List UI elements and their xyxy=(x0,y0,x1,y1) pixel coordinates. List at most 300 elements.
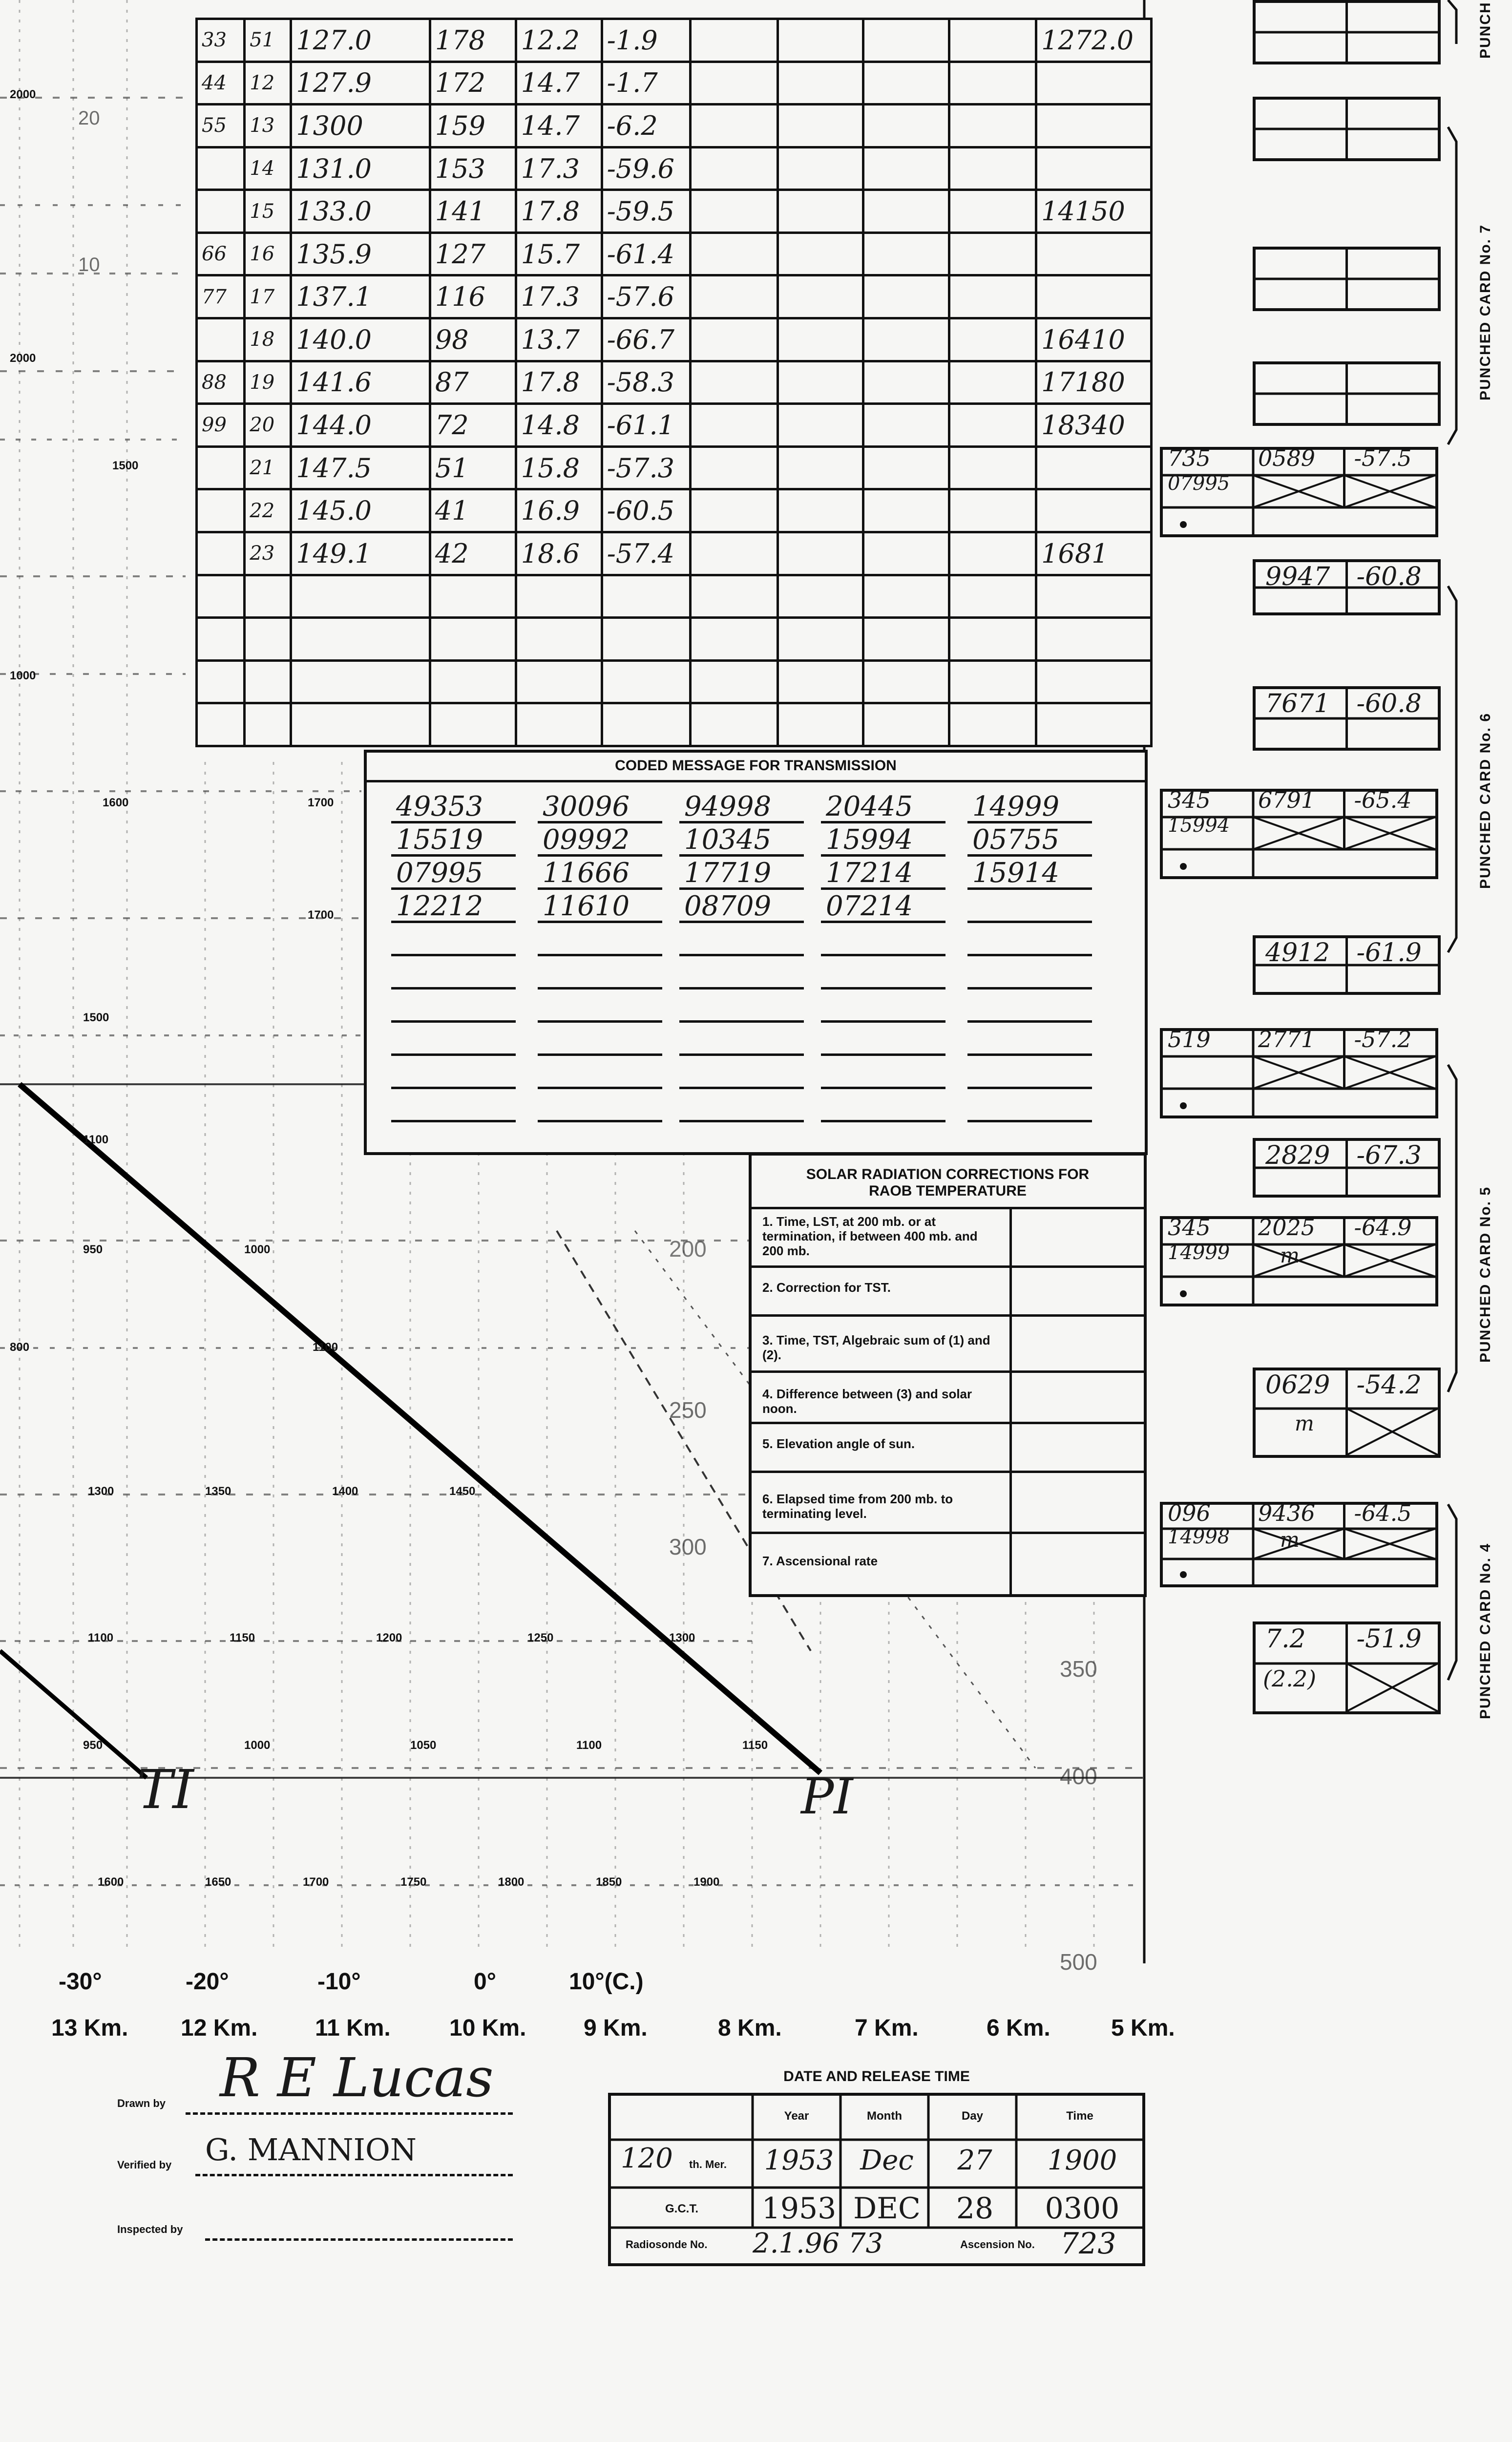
table-cell xyxy=(516,404,602,447)
table-value xyxy=(1037,453,1041,484)
table-cell xyxy=(777,275,863,318)
table-cell xyxy=(690,190,777,233)
table-cell xyxy=(430,575,516,618)
table-cell xyxy=(516,190,602,233)
table-value: 42 xyxy=(435,538,469,569)
coded-group: 14999 xyxy=(972,791,1060,822)
height-tick: 1100 xyxy=(313,1341,338,1354)
table-value: 17 xyxy=(250,285,275,308)
punched-card-value: -57.2 xyxy=(1354,1026,1412,1053)
table-value: 15.8 xyxy=(521,452,580,484)
table-cell xyxy=(245,190,291,233)
punched-card-value: 9436 xyxy=(1258,1500,1316,1526)
table-cell xyxy=(516,446,602,489)
table-cell xyxy=(1036,147,1152,190)
punched-card-value: 07995 xyxy=(1168,472,1230,495)
height-tick: 1500 xyxy=(83,1011,109,1024)
table-cell xyxy=(949,618,1036,661)
table-cell xyxy=(690,147,777,190)
altitude-scale-label: 7 Km. xyxy=(855,2015,919,2041)
solar-row xyxy=(752,1370,1144,1422)
table-cell xyxy=(1036,275,1152,318)
table-cell xyxy=(777,19,863,62)
gct-month: DEC xyxy=(853,2191,921,2226)
temperature-scale-label: -20° xyxy=(186,1969,229,1995)
punched-card xyxy=(1160,1502,1438,1587)
table-value: -59.5 xyxy=(607,196,675,227)
table-cell xyxy=(245,404,291,447)
coded-group: 15519 xyxy=(396,824,483,856)
table-value: 77 xyxy=(202,285,227,308)
punched-card-value: 0629 xyxy=(1265,1370,1330,1400)
table-cell xyxy=(291,19,430,62)
local-day: 27 xyxy=(957,2145,992,2176)
coded-message-box xyxy=(364,750,1148,1155)
coded-group: 11610 xyxy=(543,890,630,922)
punched-card-value: m xyxy=(1280,1243,1300,1267)
punched-card-value: 9947 xyxy=(1265,562,1330,591)
table-cell xyxy=(949,275,1036,318)
table-row xyxy=(197,618,1152,661)
punched-card xyxy=(1253,686,1441,751)
table-cell xyxy=(949,19,1036,62)
table-row xyxy=(197,190,1152,233)
table-value: 13 xyxy=(250,114,275,137)
table-value xyxy=(1037,239,1041,270)
table-cell xyxy=(197,532,245,575)
table-cell xyxy=(430,489,516,532)
drawn-by-signature: R E Lucas xyxy=(220,2046,494,2109)
table-value: 153 xyxy=(435,153,485,184)
punched-card-value: -64.5 xyxy=(1354,1500,1412,1526)
punched-card-value: -65.4 xyxy=(1354,787,1412,813)
solar-row xyxy=(752,1314,1144,1370)
verified-by-signature: G. MANNION xyxy=(205,2132,417,2168)
table-cell xyxy=(245,105,291,147)
table-value: 17180 xyxy=(1041,367,1125,398)
table-cell xyxy=(602,19,690,62)
left-label: 1000 xyxy=(10,669,36,682)
pressure-label: 350 xyxy=(1060,1656,1097,1682)
release-header: Time xyxy=(1066,2109,1093,2123)
table-value: 16 xyxy=(250,243,275,266)
table-cell xyxy=(245,275,291,318)
table-cell xyxy=(245,147,291,190)
table-row xyxy=(197,147,1152,190)
height-tick: 1600 xyxy=(103,796,129,809)
release-header: Day xyxy=(961,2109,984,2123)
coded-group: 15994 xyxy=(826,824,913,856)
punched-card xyxy=(1253,1368,1441,1458)
row-label: 1150 xyxy=(742,1739,768,1752)
punched-card-value: 519 xyxy=(1168,1026,1211,1053)
table-cell xyxy=(1036,62,1152,105)
table-value xyxy=(198,157,202,180)
gct-time: 0300 xyxy=(1045,2191,1120,2226)
coded-group: 17719 xyxy=(684,857,772,889)
table-cell xyxy=(863,489,949,532)
table-cell xyxy=(516,105,602,147)
coded-message-title: CODED MESSAGE FOR TRANSMISSION xyxy=(615,758,897,774)
table-value: 20 xyxy=(250,414,275,437)
table-value: 22 xyxy=(250,499,275,522)
table-value: 147.5 xyxy=(296,452,372,484)
table-value: 66 xyxy=(202,243,227,266)
table-cell xyxy=(690,660,777,703)
table-cell xyxy=(197,660,245,703)
table-cell xyxy=(949,404,1036,447)
row-label: 1300 xyxy=(669,1631,695,1644)
punched-card xyxy=(1253,97,1441,161)
table-value: 13.7 xyxy=(521,324,580,355)
table-cell xyxy=(602,361,690,404)
table-value: 1681 xyxy=(1041,538,1109,569)
table-cell xyxy=(1036,404,1152,447)
table-row xyxy=(197,446,1152,489)
table-row xyxy=(197,660,1152,703)
table-cell xyxy=(690,404,777,447)
solar-row xyxy=(752,1422,1144,1471)
table-cell xyxy=(602,190,690,233)
table-cell xyxy=(602,147,690,190)
table-cell xyxy=(430,446,516,489)
table-cell xyxy=(1036,575,1152,618)
table-value: 55 xyxy=(202,114,227,137)
table-value xyxy=(198,457,202,479)
punched-card-value: -60.8 xyxy=(1356,562,1422,591)
punched-card-value: -64.9 xyxy=(1354,1214,1412,1241)
local-year: 1953 xyxy=(764,2145,834,2176)
punched-card-value: 345 xyxy=(1168,787,1211,813)
drawn-by-label: Drawn by xyxy=(117,2097,166,2109)
table-cell xyxy=(197,275,245,318)
table-cell xyxy=(949,575,1036,618)
table-cell xyxy=(602,275,690,318)
table-cell xyxy=(197,489,245,532)
table-value xyxy=(1037,281,1041,312)
table-cell xyxy=(863,404,949,447)
table-cell xyxy=(949,489,1036,532)
table-value: 98 xyxy=(435,324,469,355)
table-value: 144.0 xyxy=(296,409,372,441)
gct-day: 28 xyxy=(956,2191,994,2226)
table-row xyxy=(197,105,1152,147)
table-cell xyxy=(602,532,690,575)
coded-group: 94998 xyxy=(684,791,772,822)
table-cell xyxy=(516,19,602,62)
table-cell xyxy=(777,105,863,147)
table-cell xyxy=(777,660,863,703)
left-label: 2000 xyxy=(10,88,36,101)
table-row xyxy=(197,404,1152,447)
table-cell xyxy=(690,703,777,746)
table-value: 23 xyxy=(250,542,275,565)
table-cell xyxy=(197,446,245,489)
table-cell xyxy=(245,575,291,618)
table-row xyxy=(197,19,1152,62)
table-value: 137.1 xyxy=(296,281,372,313)
table-value: 127.9 xyxy=(296,67,372,99)
table-value: 17.8 xyxy=(521,367,580,398)
table-value: 41 xyxy=(435,495,469,526)
verified-by-label: Verified by xyxy=(117,2159,172,2171)
table-cell xyxy=(291,703,430,746)
table-cell xyxy=(516,575,602,618)
ascension-label: Ascension No. xyxy=(960,2238,1035,2251)
punched-card-value: 0589 xyxy=(1258,445,1316,471)
row-label: 1900 xyxy=(693,1875,720,1889)
table-cell xyxy=(291,575,430,618)
gct-year: 1953 xyxy=(761,2191,837,2226)
table-cell xyxy=(690,361,777,404)
table-value: -1.7 xyxy=(607,67,658,99)
punched-card-value: 6791 xyxy=(1258,787,1316,813)
height-tick: 1100 xyxy=(83,1133,109,1146)
punched-card-value: 7.2 xyxy=(1265,1624,1306,1654)
table-cell xyxy=(291,232,430,275)
release-header: Month xyxy=(867,2109,902,2123)
table-row xyxy=(197,275,1152,318)
table-cell xyxy=(863,190,949,233)
table-cell xyxy=(1036,19,1152,62)
solar-item-label: 2. Correction for TST. xyxy=(762,1280,891,1295)
punched-card-value: -61.9 xyxy=(1356,938,1422,968)
table-row xyxy=(197,62,1152,105)
table-row xyxy=(197,532,1152,575)
table-cell xyxy=(516,361,602,404)
table-value: 18 xyxy=(250,328,275,351)
table-cell xyxy=(245,19,291,62)
table-value: 15.7 xyxy=(521,238,580,270)
table-value: 51 xyxy=(435,452,469,484)
punched-card-label: PUNCH xyxy=(1477,1,1493,59)
table-value: 141 xyxy=(435,196,485,227)
table-cell xyxy=(1036,703,1152,746)
table-row xyxy=(197,489,1152,532)
table-value xyxy=(198,200,202,223)
altitude-scale-label: 10 Km. xyxy=(449,2015,526,2041)
table-value: 99 xyxy=(202,414,227,437)
row-label: 1100 xyxy=(88,1631,114,1644)
table-value: -6.2 xyxy=(607,110,658,141)
table-cell xyxy=(602,660,690,703)
table-cell xyxy=(197,232,245,275)
row-label: 1700 xyxy=(303,1875,329,1889)
table-cell xyxy=(291,404,430,447)
table-cell xyxy=(245,618,291,661)
table-cell xyxy=(602,703,690,746)
punched-card-label: PUNCHED CARD No. 7 xyxy=(1477,224,1493,400)
temperature-scale-label: -10° xyxy=(317,1969,361,1995)
row-label: 1800 xyxy=(498,1875,525,1889)
punched-card xyxy=(1160,1216,1438,1306)
table-cell xyxy=(777,147,863,190)
table-value: -57.4 xyxy=(607,538,675,569)
table-cell xyxy=(197,618,245,661)
table-cell xyxy=(863,618,949,661)
table-cell xyxy=(516,318,602,361)
table-value: 19 xyxy=(250,371,275,394)
punched-card-value: -54.2 xyxy=(1356,1370,1422,1400)
table-cell xyxy=(430,660,516,703)
table-cell xyxy=(430,618,516,661)
table-value: 1272.0 xyxy=(1041,24,1134,56)
punched-card xyxy=(1253,247,1441,311)
table-cell xyxy=(863,532,949,575)
table-cell xyxy=(197,190,245,233)
table-cell xyxy=(777,575,863,618)
table-cell xyxy=(245,532,291,575)
solar-item-label: 5. Elevation angle of sun. xyxy=(762,1436,915,1451)
ascension-value: 723 xyxy=(1060,2227,1116,2261)
table-cell xyxy=(690,532,777,575)
table-cell xyxy=(949,532,1036,575)
punched-card xyxy=(1253,935,1441,995)
table-value: -57.6 xyxy=(607,281,675,313)
table-cell xyxy=(863,62,949,105)
table-value: 88 xyxy=(202,371,227,394)
punched-card xyxy=(1160,789,1438,879)
table-cell xyxy=(245,703,291,746)
left-label: 2000 xyxy=(10,352,36,365)
coded-group: 20445 xyxy=(826,791,913,822)
height-tick: 1700 xyxy=(308,908,334,922)
table-cell xyxy=(516,703,602,746)
table-value: 51 xyxy=(250,29,275,52)
punched-card-value: 096 xyxy=(1168,1500,1211,1526)
punched-card-label: PUNCHED CARD No. 4 xyxy=(1477,1542,1493,1719)
row-label: 1850 xyxy=(596,1875,622,1889)
radiosonde-label: Radiosonde No. xyxy=(626,2238,708,2251)
table-value: 17.3 xyxy=(521,281,580,313)
table-value: 17.3 xyxy=(521,153,580,184)
solar-row xyxy=(752,1265,1144,1314)
table-cell xyxy=(1036,190,1152,233)
table-cell xyxy=(430,361,516,404)
altitude-scale-label: 12 Km. xyxy=(181,2015,258,2041)
table-cell xyxy=(1036,105,1152,147)
solar-row xyxy=(752,1207,1144,1265)
punched-card-value: 14998 xyxy=(1168,1526,1230,1548)
table-value: -61.1 xyxy=(607,409,675,441)
table-value xyxy=(1037,495,1041,526)
table-cell xyxy=(949,232,1036,275)
table-value: -66.7 xyxy=(607,324,675,355)
table-cell xyxy=(291,62,430,105)
table-cell xyxy=(777,190,863,233)
table-value: 72 xyxy=(435,409,469,441)
table-value: 149.1 xyxy=(296,538,372,569)
row-label: 1300 xyxy=(88,1485,114,1498)
table-cell xyxy=(245,62,291,105)
height-tick: 1000 xyxy=(244,1243,271,1256)
table-cell xyxy=(949,147,1036,190)
table-cell xyxy=(430,147,516,190)
table-value: 116 xyxy=(435,281,485,313)
punched-card-label: PUNCHED CARD No. 5 xyxy=(1477,1186,1493,1363)
row-label: 1150 xyxy=(230,1631,255,1644)
table-cell xyxy=(430,232,516,275)
row-label: 1050 xyxy=(410,1739,437,1752)
table-cell xyxy=(949,62,1036,105)
punched-card xyxy=(1160,447,1438,537)
punched-card-value: m xyxy=(1280,1528,1300,1552)
table-cell xyxy=(197,105,245,147)
punched-card xyxy=(1253,1621,1441,1714)
solar-title: SOLAR RADIATION CORRECTIONS FOR RAOB TEMPERATURE xyxy=(806,1166,1090,1199)
table-cell xyxy=(291,660,430,703)
table-cell xyxy=(430,105,516,147)
table-cell xyxy=(1036,618,1152,661)
row-label: 1350 xyxy=(205,1485,231,1498)
table-value: 14 xyxy=(250,157,275,180)
table-row xyxy=(197,318,1152,361)
table-value: 14.7 xyxy=(521,67,580,99)
hand-annotation-pi: PI xyxy=(801,1768,853,1825)
table-cell xyxy=(1036,532,1152,575)
table-value: 178 xyxy=(435,24,485,56)
height-tick: 800 xyxy=(10,1341,30,1354)
table-cell xyxy=(777,232,863,275)
coded-group: 07995 xyxy=(396,857,483,889)
table-cell xyxy=(516,532,602,575)
temperature-scale-label: 10°(C.) xyxy=(569,1969,644,1995)
table-row xyxy=(197,703,1152,746)
punched-card-value: 14999 xyxy=(1168,1242,1230,1264)
table-value xyxy=(1037,67,1041,98)
gct-label: G.C.T. xyxy=(665,2202,698,2215)
table-cell xyxy=(197,361,245,404)
table-cell xyxy=(777,404,863,447)
radiosonde-value: 2.1.96 73 xyxy=(753,2228,883,2259)
punched-card-value: 4912 xyxy=(1265,938,1330,968)
table-value: 87 xyxy=(435,367,469,398)
table-cell xyxy=(291,361,430,404)
table-cell xyxy=(863,105,949,147)
table-cell xyxy=(516,660,602,703)
table-cell xyxy=(863,575,949,618)
table-cell xyxy=(602,489,690,532)
table-cell xyxy=(1036,318,1152,361)
table-value xyxy=(198,500,202,522)
table-cell xyxy=(777,532,863,575)
table-cell xyxy=(430,532,516,575)
table-value xyxy=(1037,153,1041,184)
pressure-label: 250 xyxy=(669,1397,707,1423)
table-cell xyxy=(516,232,602,275)
table-value: 14.8 xyxy=(521,409,580,441)
punched-card-label: PUNCHED CARD No. 6 xyxy=(1477,712,1493,889)
table-cell xyxy=(197,404,245,447)
table-cell xyxy=(602,575,690,618)
table-cell xyxy=(1036,446,1152,489)
table-cell xyxy=(863,147,949,190)
table-cell xyxy=(777,62,863,105)
altitude-scale-label: 9 Km. xyxy=(584,2015,648,2041)
coded-group: 07214 xyxy=(826,890,913,922)
table-cell xyxy=(291,190,430,233)
punched-card xyxy=(1160,1028,1438,1118)
pressure-label: 300 xyxy=(669,1534,707,1559)
table-cell xyxy=(690,575,777,618)
punched-card-value: -51.9 xyxy=(1356,1624,1422,1654)
left-label: 20 xyxy=(78,107,100,129)
table-value: 16.9 xyxy=(521,495,580,526)
table-cell xyxy=(291,147,430,190)
table-cell xyxy=(949,105,1036,147)
pressure-label: 500 xyxy=(1060,1949,1097,1975)
table-cell xyxy=(516,275,602,318)
